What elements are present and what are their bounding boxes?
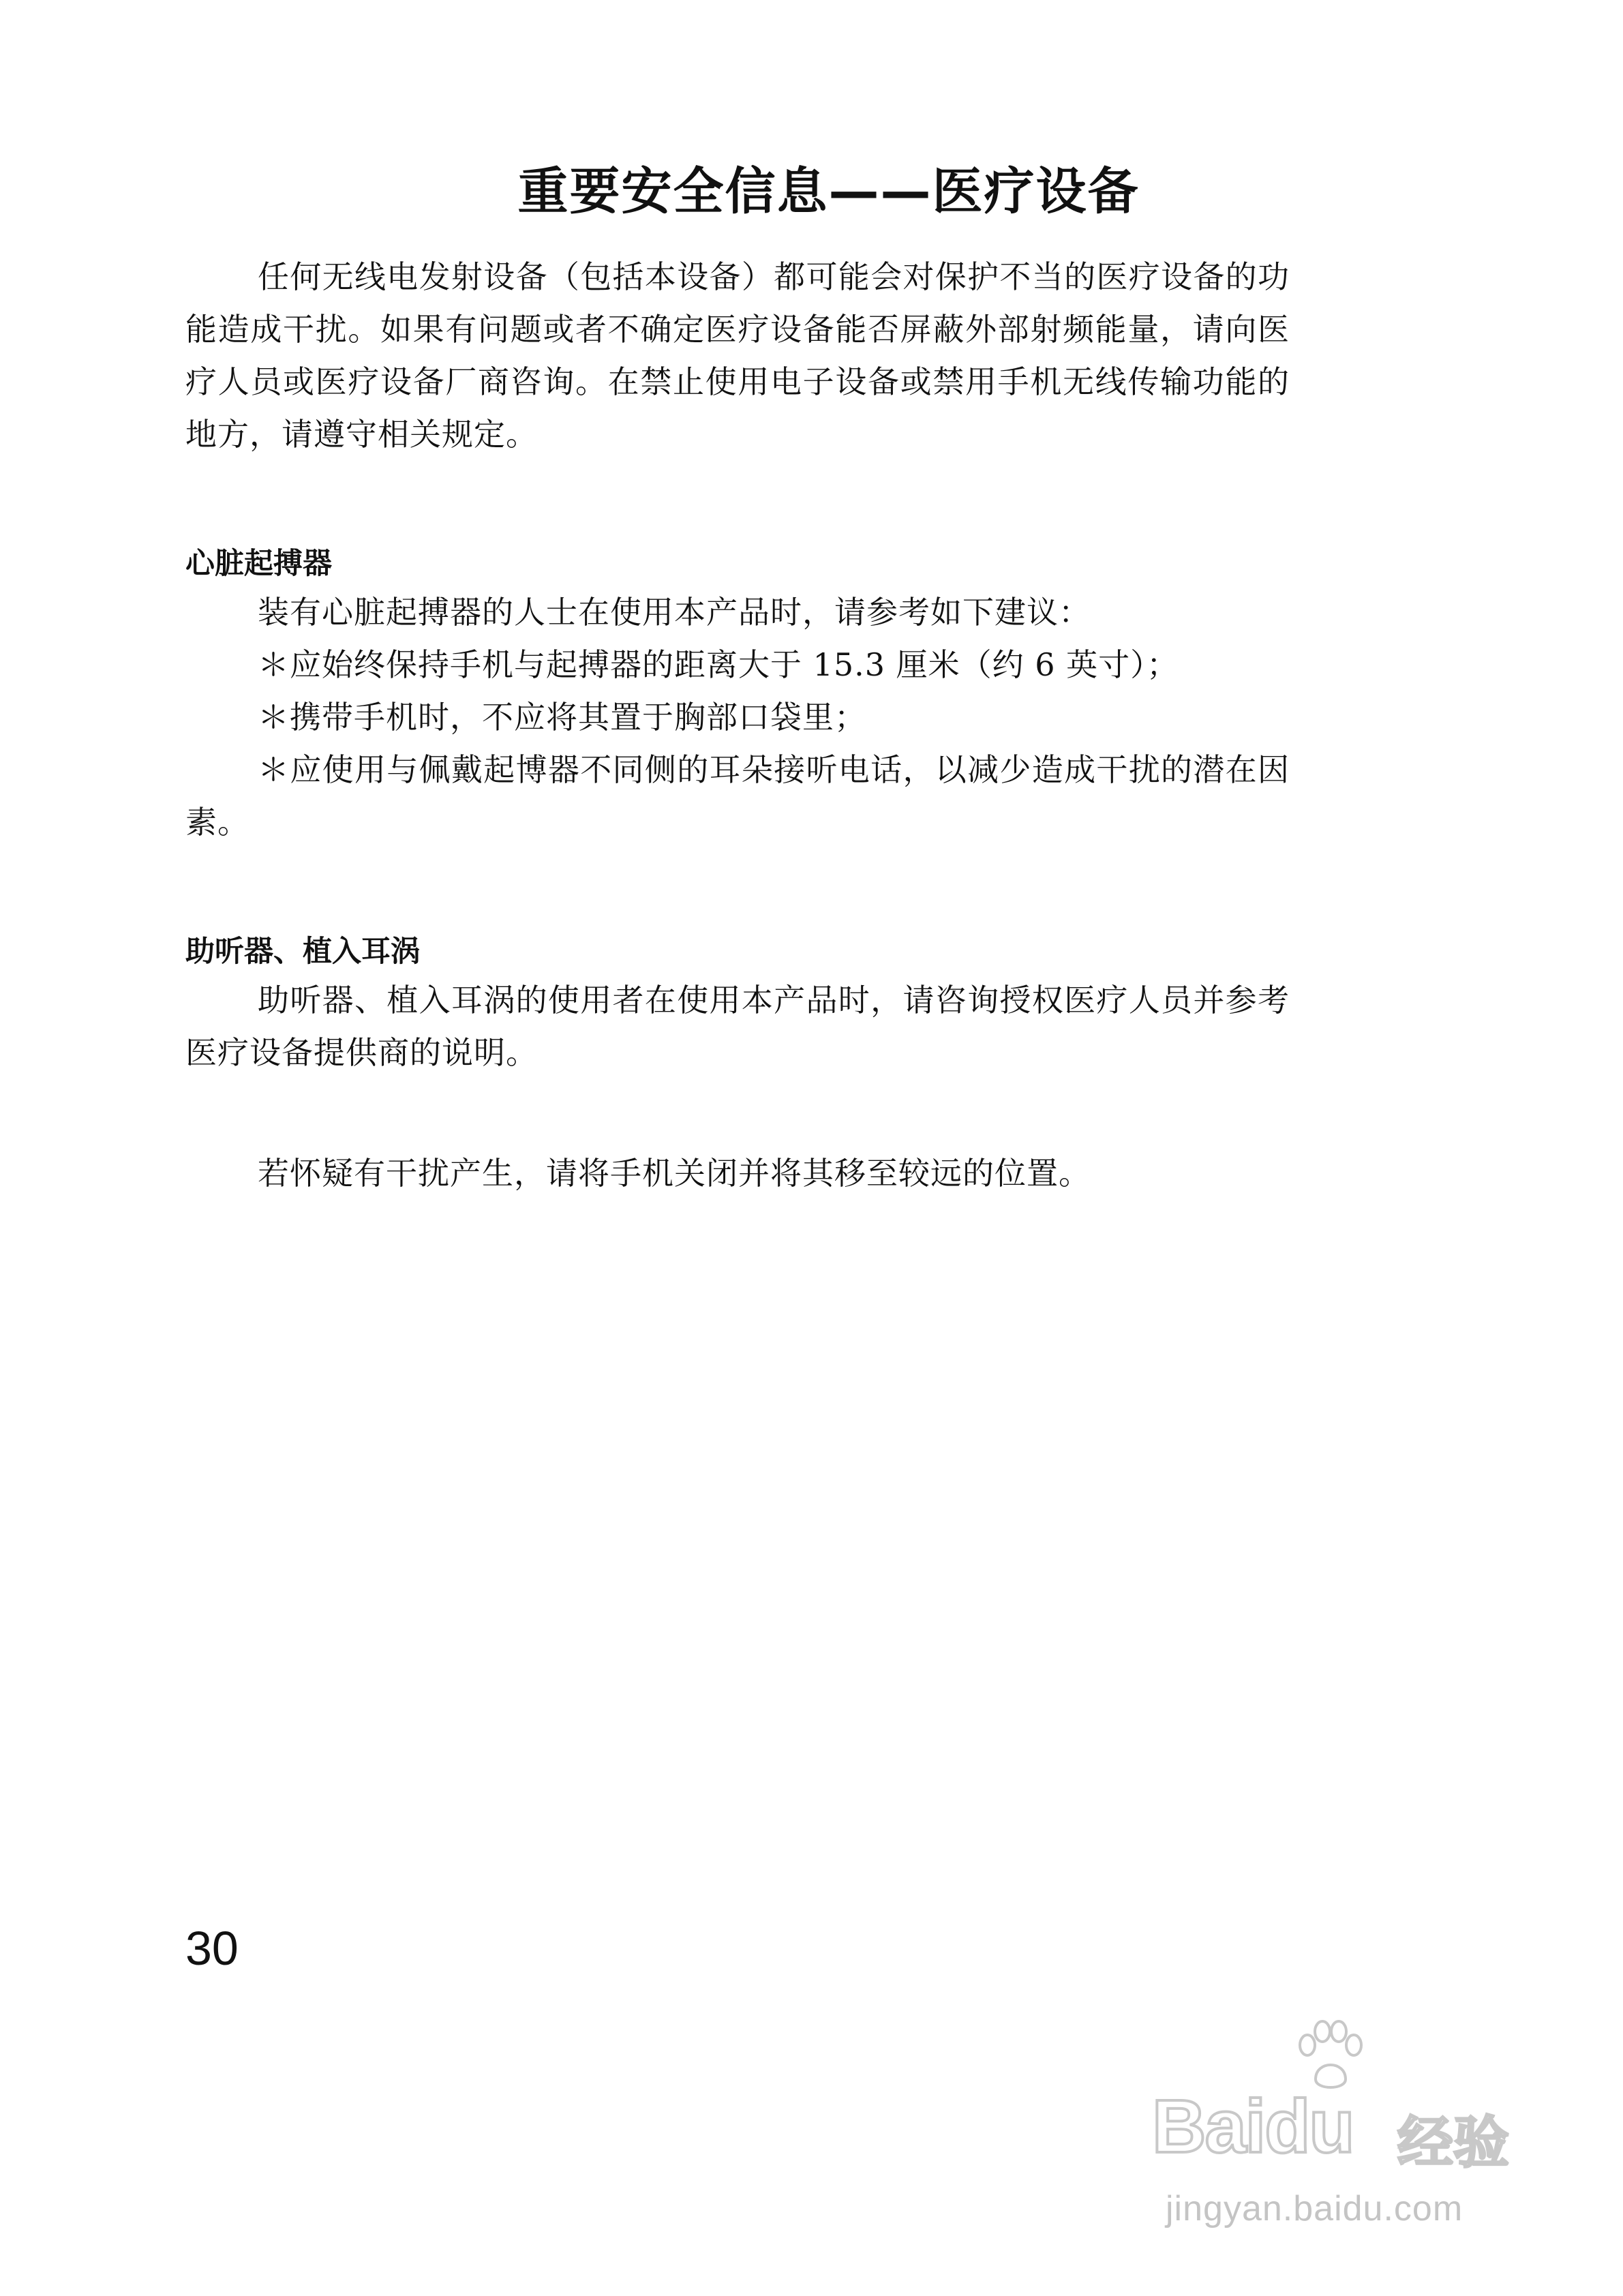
pacemaker-bullet: ＊应使用与佩戴起博器不同侧的耳朵接听电话，以减少造成干扰的潜在因素。 [185, 751, 1290, 841]
hearing-heading: 助听器、植入耳涡 [185, 935, 420, 969]
closing-paragraph: 若怀疑有干扰产生，请将手机关闭并将其移至较远的位置。 [258, 1155, 1091, 1192]
pacemaker-bullet: ＊应始终保持手机与起搏器的距离大于 15.3 厘米（约 6 英寸）； [258, 646, 1179, 683]
hearing-body: 助听器、植入耳涡的使用者在使用本产品时，请咨询授权医疗人员并参考医疗设备提供商的说明。 [185, 982, 1290, 1071]
baidu-jingyan-watermark [1152, 2018, 1561, 2263]
content-body [185, 251, 1290, 1200]
watermark-url: jingyan.baidu.com [1166, 2189, 1463, 2229]
watermark-cn: 经验 [1397, 2111, 1510, 2175]
pacemaker-bullet: ＊携带手机时，不应将其置于胸部口袋里； [258, 699, 866, 736]
page-title: 重要安全信息——医疗设备 [517, 162, 1140, 221]
page-number: 30 [185, 1922, 239, 1975]
pacemaker-heading: 心脏起搏器 [185, 547, 332, 581]
watermark-brand: Baidu [1152, 2085, 1354, 2169]
intro-paragraph: 任何无线电发射设备（包括本设备）都可能会对保护不当的医疗设备的功能造成干扰。如果有问题或者不确定医疗设备能否屏蔽外部射频能量，请向医疗人员或医疗设备厂商咨询。在禁止使用电子设备或禁用手机无线传输功能的地方，请遵守相关规定。 [185, 258, 1290, 453]
pacemaker-intro: 装有心脏起搏器的人士在使用本产品时，请参考如下建议： [258, 594, 1091, 631]
